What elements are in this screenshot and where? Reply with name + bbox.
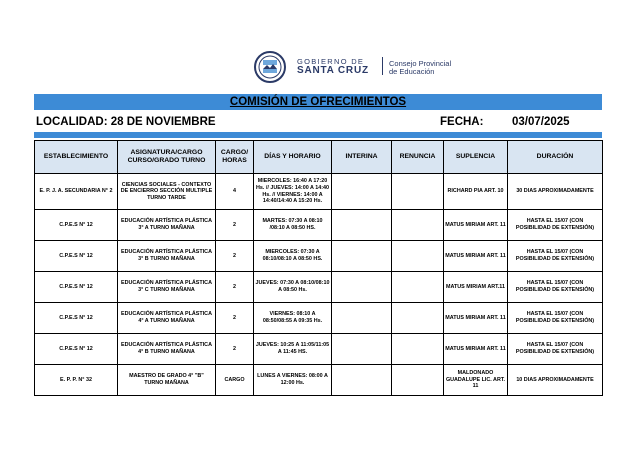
cell-horario: MARTES: 07:30 A 08:10 /08:10 A 08:50 HS. xyxy=(254,210,332,241)
cell-suplencia: MATUS MIRIAM ART. 11 xyxy=(444,303,508,334)
cell-suplencia: MALDONADO GUADALUPE LIC. ART. 11 xyxy=(444,365,508,396)
cell-horas: 2 xyxy=(216,241,254,272)
header-divider xyxy=(382,57,383,75)
gobierno-label: GOBIERNO DE xyxy=(297,57,365,66)
consejo-label-line2: de Educación xyxy=(389,67,435,76)
cell-interina xyxy=(332,210,392,241)
cell-interina xyxy=(332,272,392,303)
table-row xyxy=(35,241,603,272)
cell-horas: 2 xyxy=(216,272,254,303)
cell-horario: MIERCOLES: 07:30 A 08:10/08:10 A 08:50 HS. xyxy=(254,241,332,272)
fecha-label: FECHA: xyxy=(440,116,484,128)
cell-establecimiento: E. P. J. A. SECUNDARIA N° 2 xyxy=(35,174,118,210)
consejo-label-line1: Consejo Provincial xyxy=(389,59,452,68)
col-asignatura: ASIGNATURA/CARGO CURSO/GRADO TURNO xyxy=(118,141,216,174)
cell-renuncia xyxy=(392,174,444,210)
cell-duracion: HASTA EL 15/07 (CON POSIBILIDAD DE EXTENSIÓN) xyxy=(508,272,603,303)
col-duracion: DURACIÓN xyxy=(508,141,603,174)
cell-interina xyxy=(332,241,392,272)
table-row xyxy=(35,365,603,396)
cell-asignatura: CIENCIAS SOCIALES - CONTEXTO DE ENCIERRO SECCIÓN MULTIPLE TURNO TARDE xyxy=(118,174,216,210)
cell-establecimiento: C.P.E.S N° 12 xyxy=(35,303,118,334)
cell-establecimiento: E. P. P. N° 32 xyxy=(35,365,118,396)
cell-asignatura: EDUCACIÓN ARTÍSTICA PLÁSTICA 3° C TURNO MAÑANA xyxy=(118,272,216,303)
cell-renuncia xyxy=(392,272,444,303)
localidad-label: LOCALIDAD: 28 DE NOVIEMBRE xyxy=(36,116,216,128)
table-row xyxy=(35,272,603,303)
cell-asignatura: MAESTRO DE GRADO 4° "B" TURNO MAÑANA xyxy=(118,365,216,396)
cell-interina xyxy=(332,365,392,396)
cell-duracion: 10 DIAS APROXIMADAMENTE xyxy=(508,365,603,396)
cell-interina xyxy=(332,174,392,210)
cell-renuncia xyxy=(392,210,444,241)
col-establecimiento: ESTABLECIMIENTO xyxy=(35,141,118,174)
table-row xyxy=(35,210,603,241)
cell-suplencia: RICHARD PIA ART. 10 xyxy=(444,174,508,210)
santa-cruz-label: SANTA CRUZ xyxy=(297,65,369,76)
col-renuncia: RENUNCIA xyxy=(392,141,444,174)
cell-horas: 2 xyxy=(216,334,254,365)
cell-horario: MIERCOLES: 16:40 A 17:20 Hs. // JUEVES: 14:00 A 14:40 Hs. // VIERNES: 14:00 A 14:40/14:40 A 15:20 Hs. xyxy=(254,174,332,210)
cell-asignatura: EDUCACIÓN ARTÍSTICA PLÁSTICA 3° A TURNO MAÑANA xyxy=(118,210,216,241)
cell-renuncia xyxy=(392,334,444,365)
cell-asignatura: EDUCACIÓN ARTÍSTICA PLÁSTICA 4° A TURNO MAÑANA xyxy=(118,303,216,334)
cell-horario: JUEVES: 10:25 A 11:05/11:05 A 11:45 HS. xyxy=(254,334,332,365)
cell-duracion: HASTA EL 15/07 (CON POSIBILIDAD DE EXTENSIÓN) xyxy=(508,241,603,272)
cell-renuncia xyxy=(392,303,444,334)
fecha-value: 03/07/2025 xyxy=(512,116,570,128)
cell-horas: 4 xyxy=(216,174,254,210)
cell-duracion: HASTA EL 15/07 (CON POSIBILIDAD DE EXTENSIÓN) xyxy=(508,210,603,241)
cell-suplencia: MATUS MIRIAM ART. 11 xyxy=(444,210,508,241)
cell-horario: JUEVES: 07:30 A 08:10/08:10 A 08:50 Hs. xyxy=(254,272,332,303)
cell-suplencia: MATUS MIRIAM ART. 11 xyxy=(444,241,508,272)
cell-horario: LUNES A VIERNES: 08:00 A 12:00 Hs. xyxy=(254,365,332,396)
cell-asignatura: EDUCACIÓN ARTÍSTICA PLÁSTICA 4° B TURNO MAÑANA xyxy=(118,334,216,365)
cell-interina xyxy=(332,334,392,365)
cell-horas: CARGO xyxy=(216,365,254,396)
header-rule xyxy=(34,132,602,138)
cell-renuncia xyxy=(392,241,444,272)
cell-asignatura: EDUCACIÓN ARTÍSTICA PLÁSTICA 3° B TURNO MAÑANA xyxy=(118,241,216,272)
cell-duracion: 30 DIAS APROXIMADAMENTE xyxy=(508,174,603,210)
cell-horas: 2 xyxy=(216,210,254,241)
table-header-row xyxy=(35,141,603,174)
table-row xyxy=(35,303,603,334)
cell-establecimiento: C.P.E.S N° 12 xyxy=(35,272,118,303)
cell-duracion: HASTA EL 15/07 (CON POSIBILIDAD DE EXTENSIÓN) xyxy=(508,303,603,334)
cell-establecimiento: C.P.E.S N° 12 xyxy=(35,334,118,365)
cell-suplencia: MATUS MIRIAM ART.11 xyxy=(444,272,508,303)
cell-horas: 2 xyxy=(216,303,254,334)
ofrecimientos-table xyxy=(34,140,603,396)
cell-renuncia xyxy=(392,365,444,396)
col-suplencia: SUPLENCIA xyxy=(444,141,508,174)
page-title: COMISIÓN DE OFRECIMIENTOS xyxy=(34,94,602,110)
cell-horario: VIERNES: 08:10 A 08:50/08:55 A 09:35 Hs. xyxy=(254,303,332,334)
table-row xyxy=(35,174,603,210)
cell-suplencia: MATUS MIRIAM ART. 11 xyxy=(444,334,508,365)
cell-establecimiento: C.P.E.S N° 12 xyxy=(35,210,118,241)
col-interina: INTERINA xyxy=(332,141,392,174)
col-cargo-horas: CARGO/ HORAS xyxy=(216,141,254,174)
cell-duracion: HASTA EL 15/07 (CON POSIBILIDAD DE EXTENSIÓN) xyxy=(508,334,603,365)
col-dias-horario: DÍAS Y HORARIO xyxy=(254,141,332,174)
santa-cruz-seal-icon xyxy=(254,51,286,83)
table-row xyxy=(35,334,603,365)
cell-establecimiento: C.P.E.S N° 12 xyxy=(35,241,118,272)
cell-interina xyxy=(332,303,392,334)
